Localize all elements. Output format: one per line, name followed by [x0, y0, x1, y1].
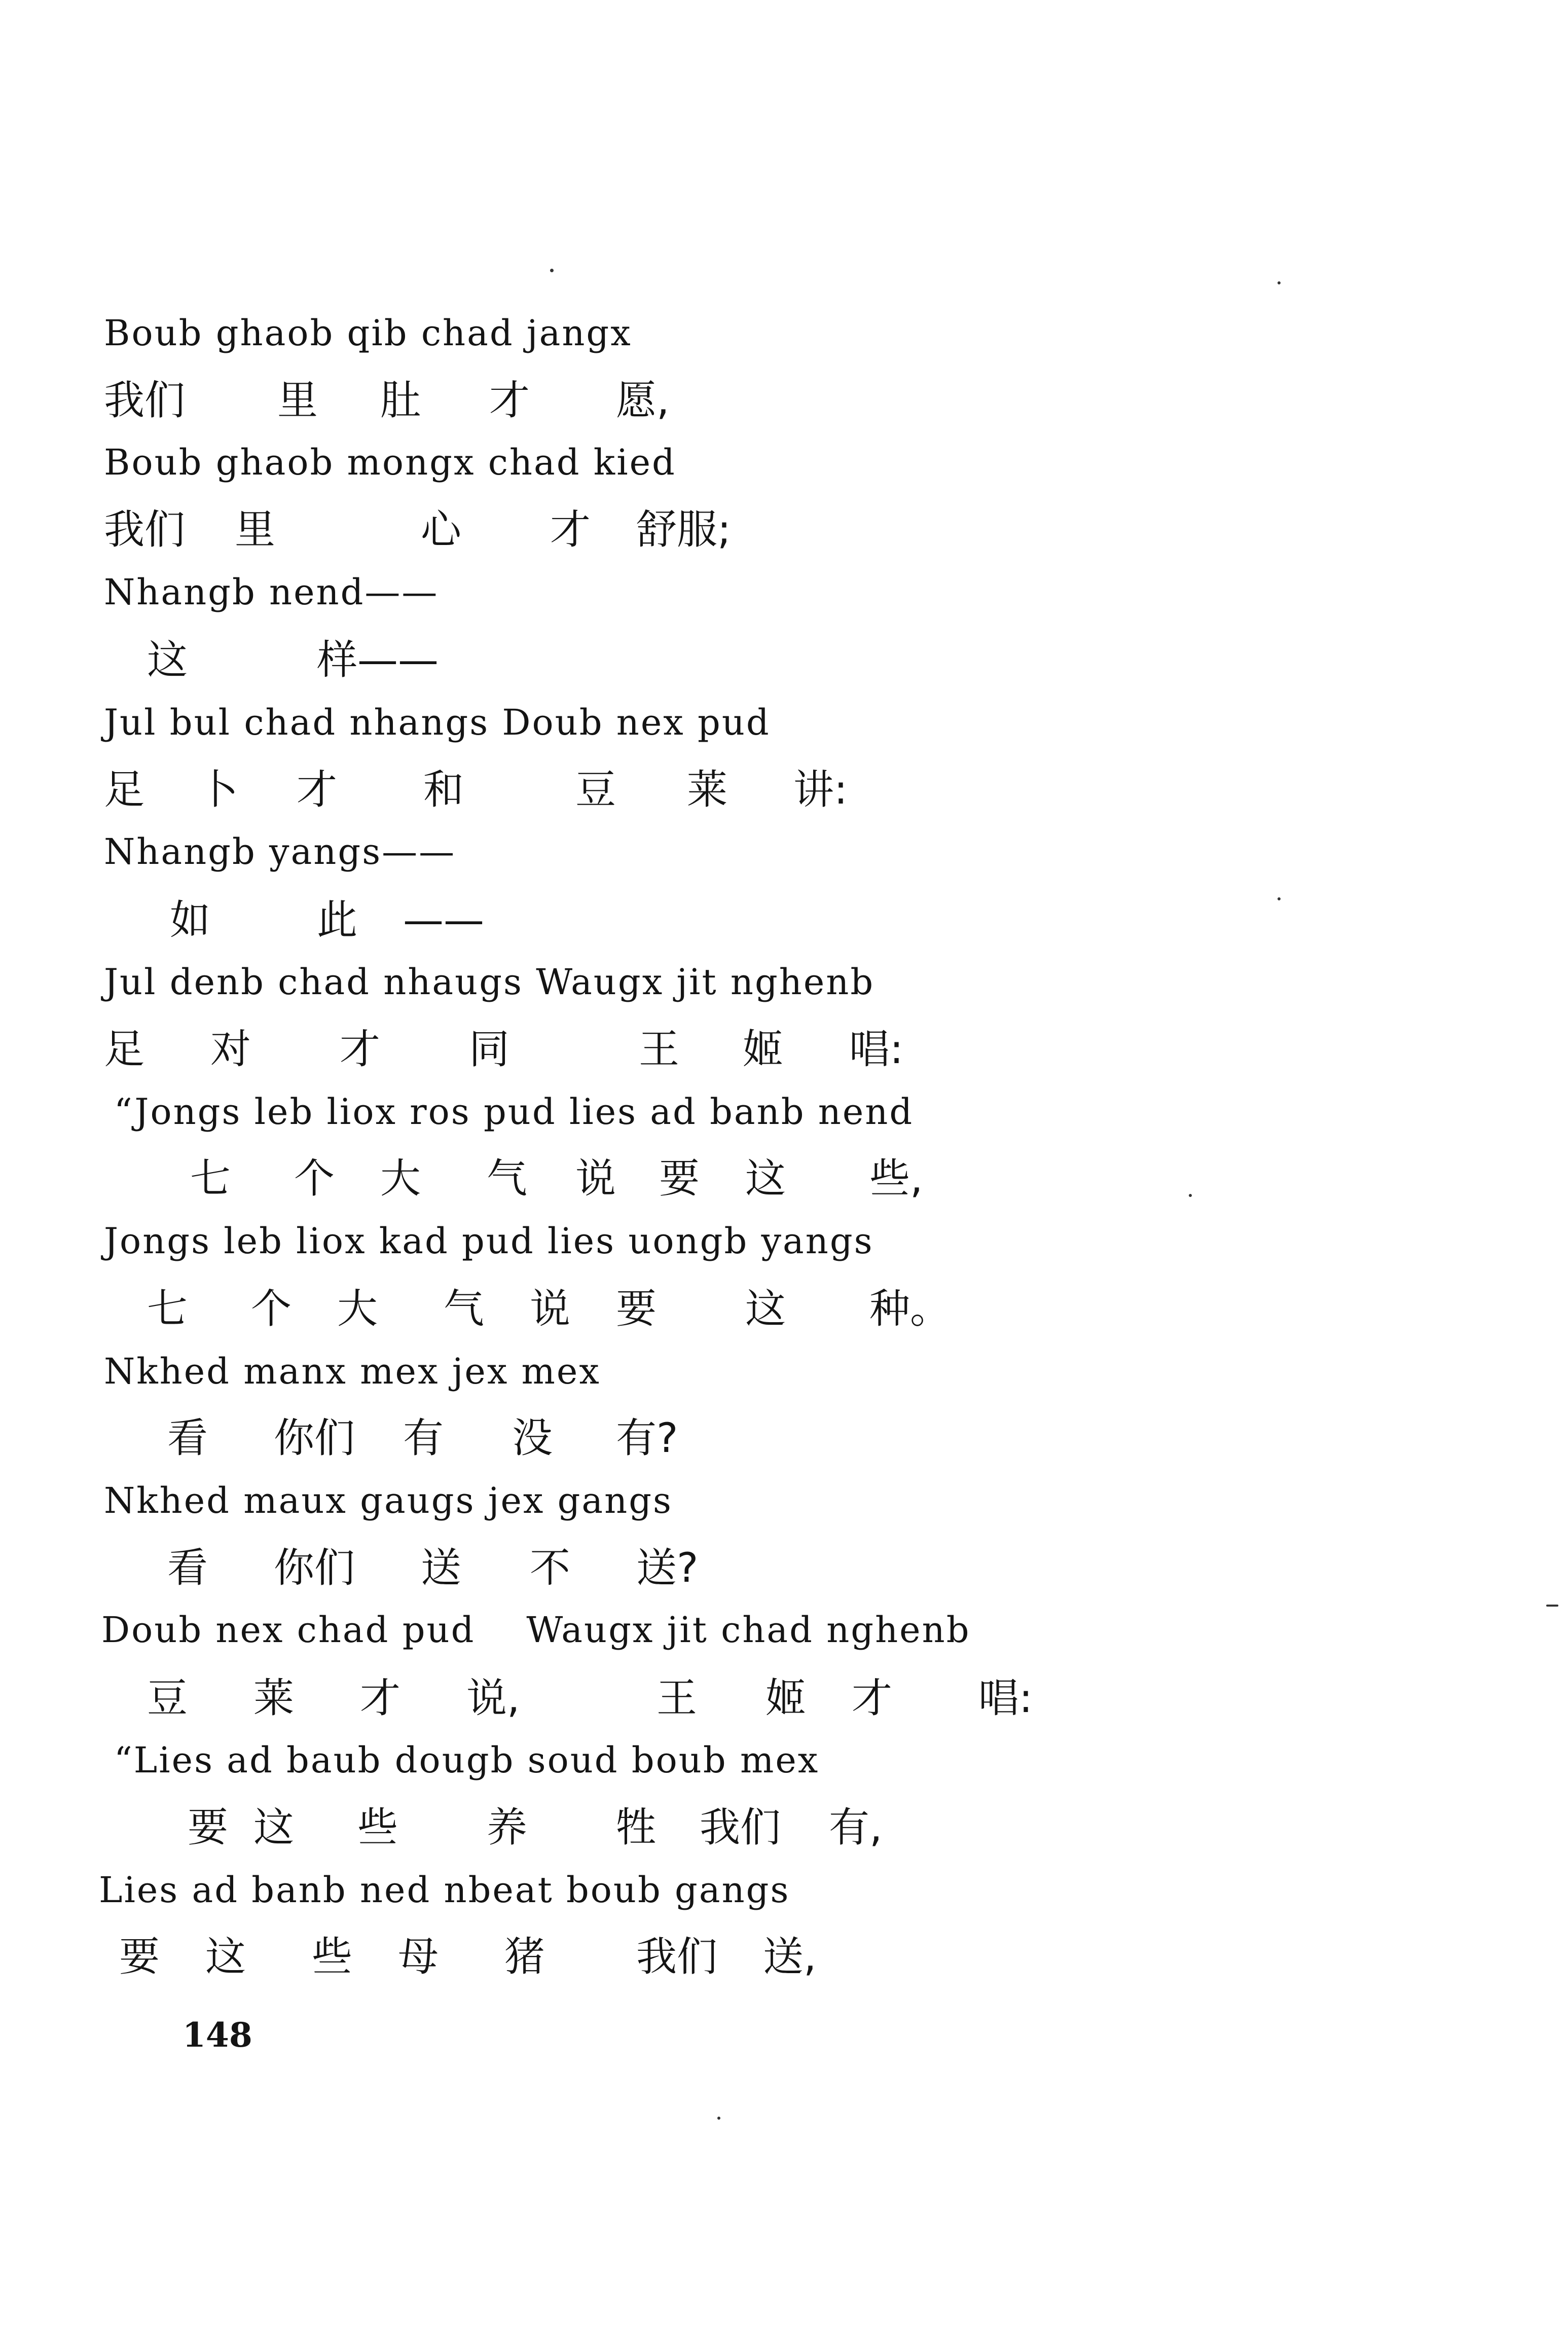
miao-line: Boub ghaob mongx chad kied [104, 442, 676, 483]
gloss-word: 才 [489, 377, 530, 424]
han-gloss-line [104, 1414, 763, 1464]
gloss-word: 个 [294, 1155, 335, 1202]
gloss-word: 不 [530, 1544, 570, 1591]
gloss-word: 你们 [274, 1544, 355, 1591]
gloss-word: 些 [357, 1804, 398, 1851]
gloss-word: 足 [104, 766, 144, 813]
gloss-word: 种。 [869, 1285, 951, 1332]
han-gloss-line [104, 377, 763, 426]
scan-speck [1189, 1194, 1192, 1197]
gloss-word: 愿, [616, 377, 670, 424]
gloss-word: 我们 [700, 1804, 781, 1851]
gloss-word: 才 [852, 1675, 892, 1722]
gloss-word: 唱: [978, 1675, 1033, 1722]
gloss-word: 这 [205, 1933, 246, 1980]
gloss-word: 说 [530, 1285, 570, 1332]
han-gloss-line [104, 896, 611, 946]
miao-line: Boub ghaob qib chad jangx [104, 312, 632, 354]
gloss-word: 七 [190, 1155, 231, 1202]
scan-speck [1278, 897, 1281, 900]
gloss-word: 看 [167, 1544, 208, 1591]
gloss-word: 这 [745, 1285, 786, 1332]
gloss-word: 要 [659, 1155, 700, 1202]
gloss-word: 我们 [636, 1933, 717, 1980]
gloss-word: 看 [167, 1414, 208, 1462]
gloss-word: 说, [466, 1675, 520, 1722]
gloss-word: 同 [469, 1026, 509, 1073]
gloss-word: 王 [639, 1026, 679, 1073]
miao-line: “Jongs leb liox ros pud lies ad banb nend [114, 1091, 914, 1133]
gloss-word: —— [403, 896, 484, 943]
gloss-word: 这 [147, 636, 188, 683]
gloss-word: 此 [317, 896, 357, 943]
miao-line: Lies ad banb ned nbeat boub gangs [99, 1869, 790, 1911]
miao-line: Nhangb nend—— [104, 571, 439, 613]
gloss-word: 豆 [147, 1675, 188, 1722]
han-gloss-line [104, 1285, 991, 1334]
han-gloss-line [104, 1544, 763, 1593]
gloss-word: 和 [423, 766, 464, 813]
gloss-word: 养 [487, 1804, 527, 1851]
han-gloss-line [104, 506, 814, 555]
scan-speck [717, 2117, 720, 2120]
gloss-word: 气 [487, 1155, 527, 1202]
gloss-word: 里 [277, 377, 318, 424]
gloss-word: 有 [403, 1414, 444, 1462]
gloss-word: 样—— [317, 636, 439, 683]
gloss-word: 豆 [575, 766, 616, 813]
han-gloss-line [104, 1804, 966, 1853]
gloss-word: 送, [763, 1933, 817, 1980]
gloss-word: 有? [616, 1414, 678, 1462]
gloss-word: 七 [147, 1285, 188, 1332]
han-gloss-line [104, 1933, 966, 1982]
han-gloss-line [104, 1675, 1067, 1724]
gloss-word: 送 [421, 1544, 461, 1591]
gloss-word: 心 [421, 506, 461, 553]
gloss-word: 大 [380, 1155, 421, 1202]
gloss-word: 才 [340, 1026, 380, 1073]
gloss-word: 王 [657, 1675, 697, 1722]
gloss-word: 姬 [765, 1675, 806, 1722]
gloss-word: 说 [575, 1155, 616, 1202]
gloss-word: 姬 [743, 1026, 783, 1073]
gloss-word: 要 [119, 1933, 160, 1980]
gloss-word: 没 [512, 1414, 553, 1462]
gloss-word: 些 [312, 1933, 352, 1980]
gloss-word: 我们 [104, 377, 185, 424]
gloss-word: 这 [253, 1804, 294, 1851]
scan-speck [550, 269, 554, 272]
gloss-word: 肚 [380, 377, 421, 424]
gloss-word: 对 [210, 1026, 251, 1073]
gloss-word: 送? [636, 1544, 699, 1591]
han-gloss-line [104, 766, 915, 815]
gloss-word: 莱 [253, 1675, 294, 1722]
gloss-word: 如 [170, 896, 210, 943]
gloss-word: 足 [104, 1026, 144, 1073]
gloss-word: 才 [550, 506, 591, 553]
miao-line: Jul bul chad nhangs Doub nex pud [104, 702, 771, 743]
miao-line: Doub nex chad pud Waugx jit chad nghenb [101, 1609, 971, 1651]
gloss-word: 猪 [504, 1933, 545, 1980]
miao-line: Nkhed manx mex jex mex [104, 1351, 601, 1392]
miao-line: Nkhed maux gaugs jex gangs [104, 1480, 673, 1521]
gloss-word: 卜 [198, 766, 238, 813]
gloss-word: 要 [188, 1804, 228, 1851]
miao-line: “Lies ad baub dougb soud boub mex [114, 1739, 820, 1781]
gloss-word: 有, [829, 1804, 883, 1851]
gloss-word: 才 [360, 1675, 400, 1722]
gloss-word: 我们 [104, 506, 185, 553]
page-number: 148 [183, 2015, 252, 2055]
miao-line: Jongs leb liox kad pud lies uongb yangs [104, 1220, 874, 1262]
gloss-word: 气 [444, 1285, 484, 1332]
gloss-word: 莱 [687, 766, 727, 813]
gloss-word: 里 [235, 506, 275, 553]
gloss-word: 些, [869, 1155, 923, 1202]
scan-speck [1278, 281, 1281, 284]
han-gloss-line [104, 1155, 991, 1204]
gloss-word: 要 [616, 1285, 657, 1332]
gloss-word: 牲 [616, 1804, 657, 1851]
scan-speck [1546, 1605, 1558, 1607]
gloss-word: 大 [337, 1285, 378, 1332]
miao-line: Jul denb chad nhaugs Waugx jit nghenb [104, 961, 875, 1003]
gloss-word: 舒服; [636, 506, 731, 553]
gloss-word: 个 [251, 1285, 291, 1332]
gloss-word: 才 [297, 766, 337, 813]
gloss-word: 你们 [274, 1414, 355, 1462]
gloss-word: 唱: [849, 1026, 903, 1073]
gloss-word: 这 [745, 1155, 786, 1202]
han-gloss-line [104, 636, 509, 685]
gloss-word: 母 [398, 1933, 439, 1980]
gloss-word: 讲: [793, 766, 848, 813]
han-gloss-line [104, 1026, 966, 1075]
miao-line: Nhangb yangs—— [104, 831, 456, 872]
